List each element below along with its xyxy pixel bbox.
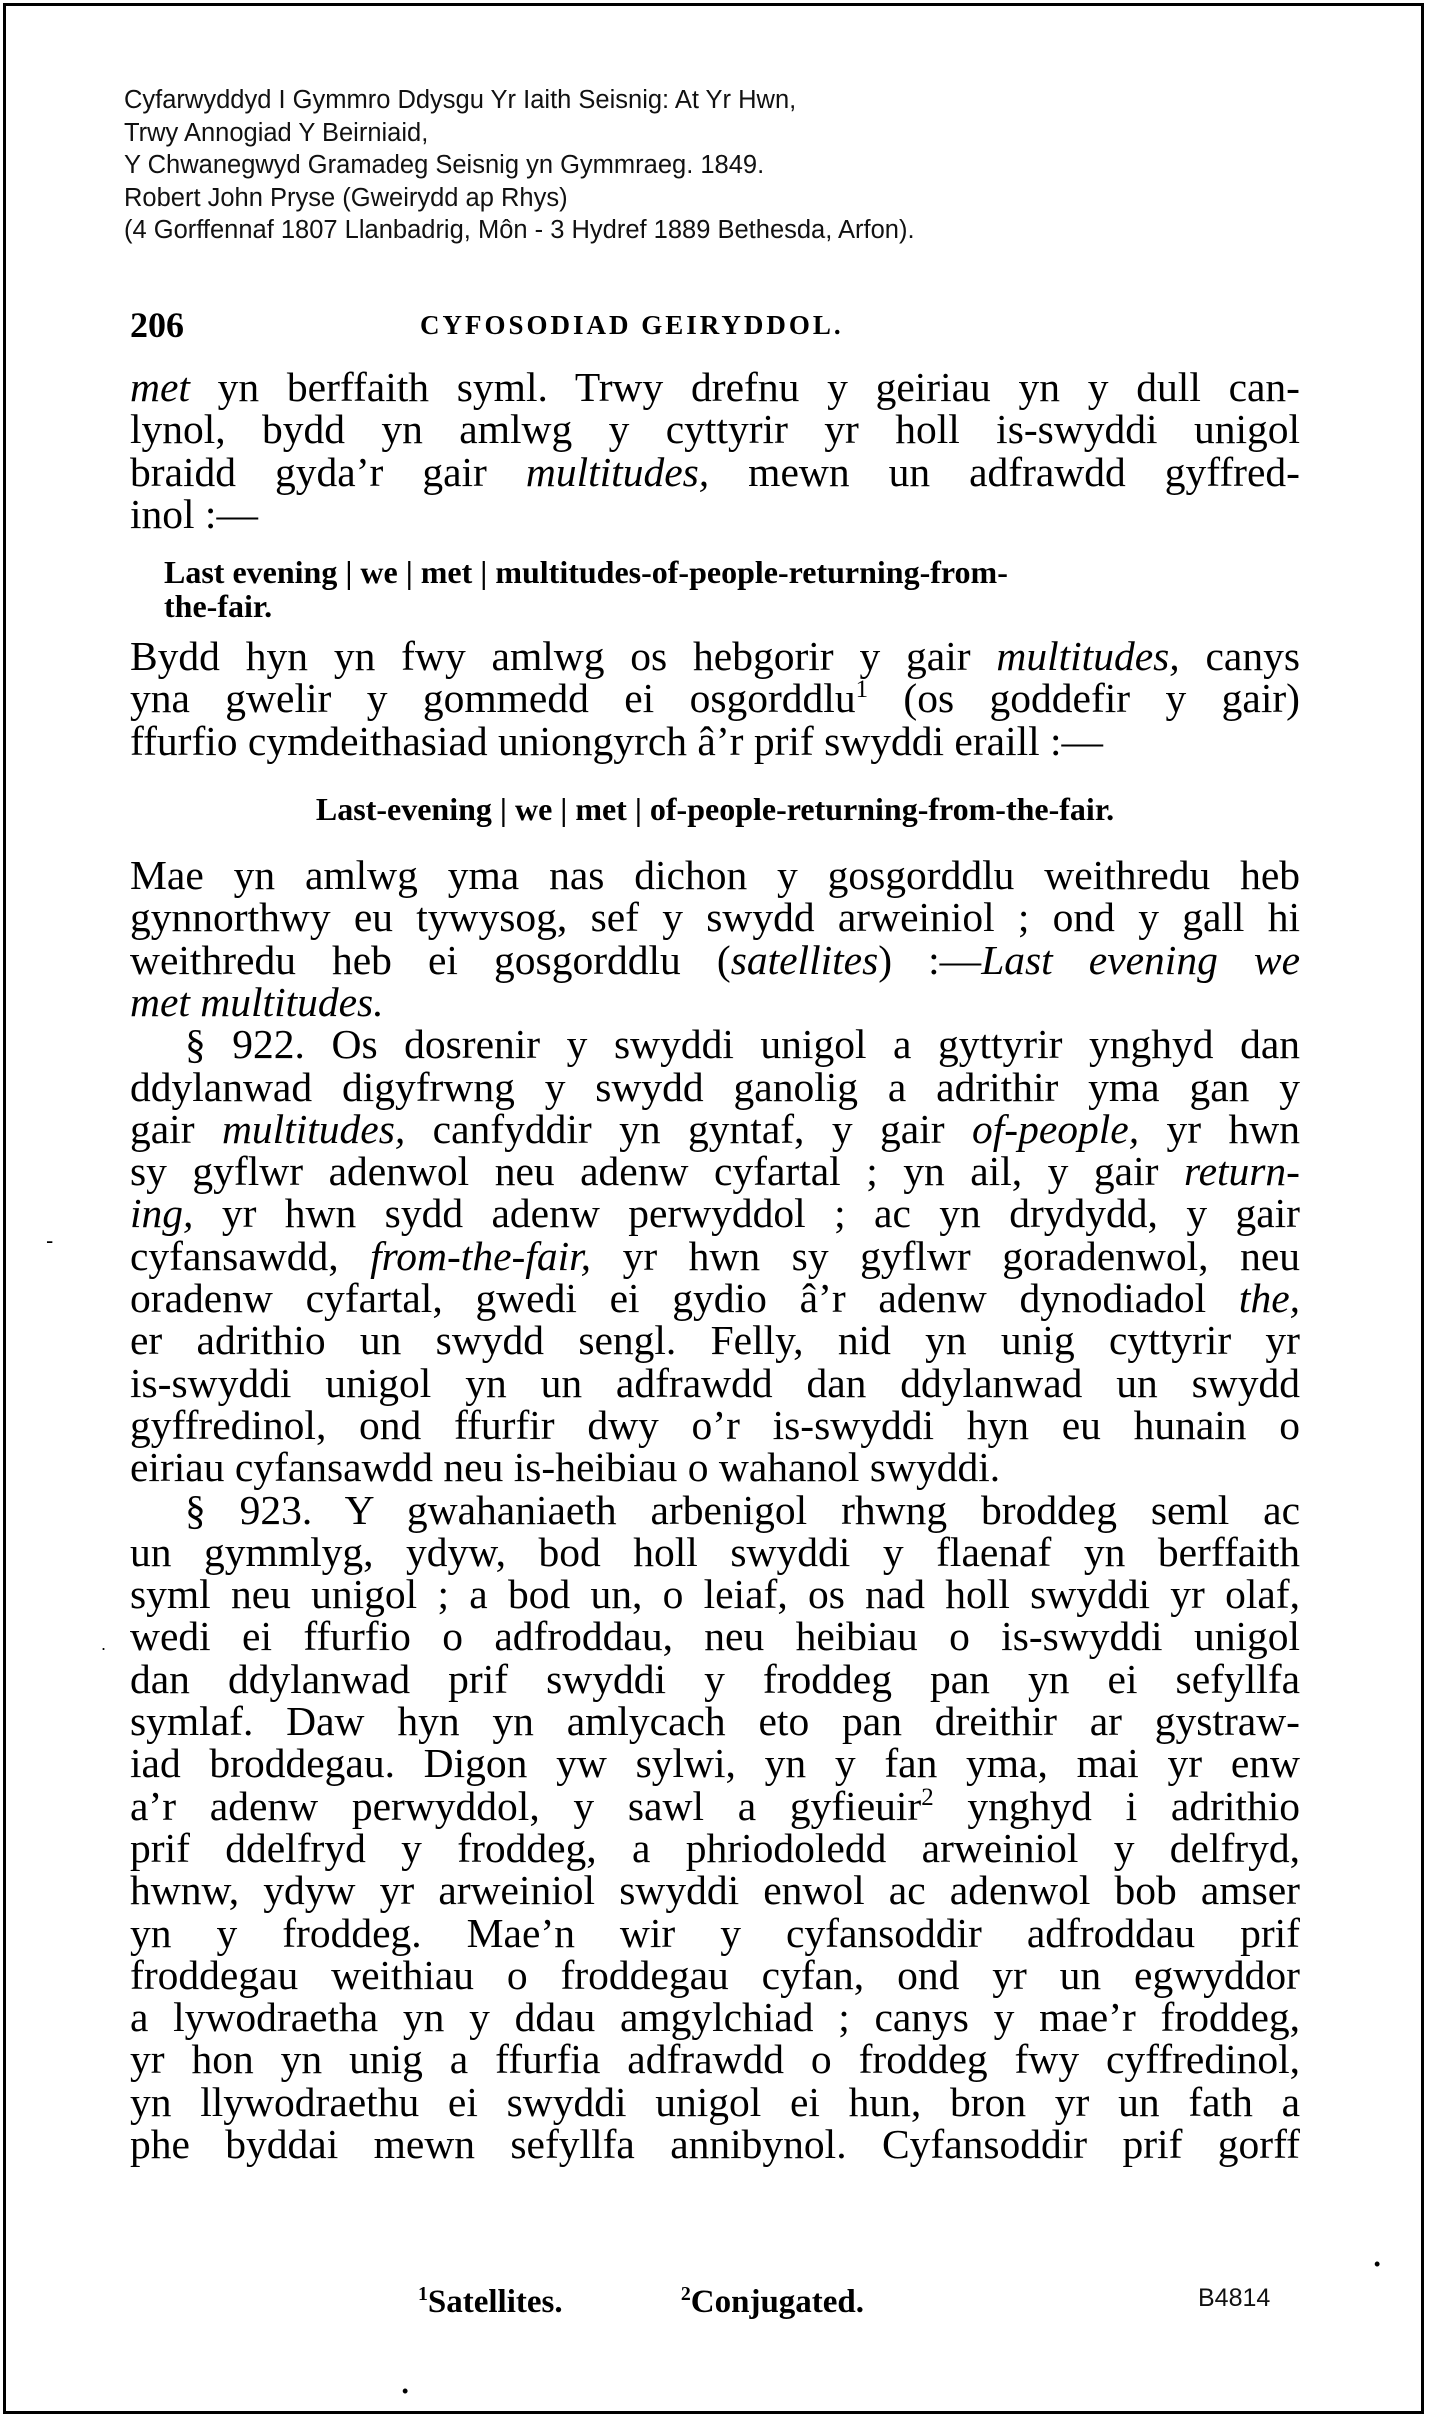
text-line: met multitudes. [130, 978, 384, 1025]
scan-speck-mark: • [1374, 2254, 1381, 2274]
paragraph-3 [130, 854, 1300, 1023]
text-line: gyffredinol, ond ffurfir dwy o’r is-swyddi hyn eu hunain o [130, 1401, 1300, 1448]
scan-speck-mark: . [101, 1634, 107, 1654]
text-line: ffurfio cymdeithasiad uniongyrch â’r prif swyddi eraill :— [130, 717, 1104, 764]
text-line: cyfansawdd, from-the-fair, yr hwn sy gyflwr goradenwol, neu [130, 1232, 1300, 1279]
text-line: Bydd hyn yn fwy amlwg os hebgorir y gair multitudes, canys [130, 633, 1300, 680]
text-line: dan ddylanwad prif swyddi y froddeg pan yn ei sefyllfa [130, 1655, 1300, 1702]
footnote-ref-2: 2 [921, 1783, 934, 1811]
header-line-1: Cyfarwyddyd I Gymmro Ddysgu Yr Iaith Seisnig: At Yr Hwn, [124, 86, 797, 114]
section-922 [130, 1021, 1300, 1491]
text-line: symlaf. Daw hyn yn amlycach eto pan dreithir ar gystraw- [130, 1698, 1300, 1745]
text-line: yn y froddeg. Mae’n wir y cyfansoddir adfroddau prif [130, 1909, 1300, 1956]
example-sentence-1 [164, 555, 1300, 623]
body-text [130, 366, 1300, 2165]
text-line: met yn berffaith syml. Trwy drefnu y geiriau yn y dull can- [130, 364, 1300, 410]
text-line: iad broddegau. Digon yw sylwi, yn y fan yma, mai yr enw [130, 1740, 1300, 1787]
example-sentence-2 [130, 792, 1300, 826]
text-line: yna gwelir y gommedd ei osgorddlu$^1$ (os goddefir y gair) [130, 675, 1300, 722]
footnotes [418, 2284, 864, 2321]
text-line: a lywodraetha yn y ddau amgylchiad ; canys y mae’r froddeg, [130, 1994, 1300, 2041]
scan-speck-mark: - [46, 1228, 54, 1253]
text-line: oradenw cyfartal, gwedi ei gydio â’r adenw dynodiadol the, [130, 1275, 1300, 1322]
header-line-3: Y Chwanegwyd Gramadeg Seisnig yn Gymmraeg. 1849. [124, 151, 765, 179]
footnote-2: $^2$Conjugated. [680, 2283, 865, 2320]
section-923 [130, 1486, 1300, 2167]
header-line-2: Trwy Annogiad Y Beirniaid, [124, 118, 429, 147]
text-line: a’r adenw perwyddol, y sawl a gyfieuir$^2$ ynghyd i adrithio [130, 1782, 1300, 1829]
text-line: wedi ei ffurfio o adfroddau, neu heibiau o is-swyddi unigol [130, 1613, 1300, 1660]
scan-speck-mark: • [402, 2381, 409, 2401]
text-line: phe byddai mewn sefyllfa annibynol. Cyfansoddir prif gorff [130, 2120, 1300, 2167]
running-head [130, 304, 1255, 354]
header-line-5: (4 Gorffennaf 1807 Llanbadrig, Môn - 3 Hydref 1889 Bethesda, Arfon). [124, 216, 915, 244]
text-line: § 923. Y gwahaniaeth arbenigol rhwng broddeg seml ac [185, 1486, 1300, 1533]
text-line: lynol, bydd yn amlwg y cyttyrir yr holl is-swyddi unigol [130, 406, 1300, 453]
document-page [3, 3, 1424, 2414]
catalog-code: B4814 [1198, 2284, 1271, 2312]
text-line: prif ddelfryd y froddeg, a phriodoledd arweiniol y delfryd, [130, 1824, 1300, 1871]
text-line: inol :— [130, 490, 258, 537]
text-line: is-swyddi unigol yn un adfrawdd dan ddylanwad un swydd [130, 1359, 1300, 1406]
text-line: braidd gyda’r gair multitudes, mewn un adfrawdd gyffred- [130, 448, 1300, 495]
header-line-4: Robert John Pryse (Gweirydd ap Rhys) [124, 183, 568, 212]
text-line: un gymmlyg, ydyw, bod holl swyddi y flaenaf yn berffaith [130, 1528, 1300, 1575]
text-line: syml neu unigol ; a bod un, o leiaf, os nad holl swyddi yr olaf, [130, 1571, 1300, 1618]
text-line: gynnorthwy eu tywysog, sef y swydd arweiniol ; ond y gall hi [130, 894, 1300, 941]
text-line: er adrithio un swydd sengl. Felly, nid yn unig cyttyrir yr [130, 1317, 1300, 1364]
text-line: weithredu heb ei gosgorddlu (satellites) :—Last evening we [130, 936, 1300, 983]
text-line: Mae yn amlwg yma nas dichon y gosgorddlu weithredu heb [130, 852, 1300, 899]
document-header [124, 84, 1274, 247]
text-line: gair multitudes, canfyddir yn gyntaf, y gair of-people, yr hwn [130, 1105, 1300, 1152]
text-line: yn llywodraethu ei swyddi unigol ei hun, bron yr un fath a [130, 2078, 1300, 2125]
example-line: Last evening | we | met | multitudes-of-people-returning-from- [164, 554, 1008, 591]
running-title: CYFOSODIAD GEIRYDDOL. [420, 310, 844, 340]
text-line: ddylanwad digyfrwng y swydd ganolig a adrithir yma gan y [130, 1063, 1300, 1110]
example-line: the-fair. [164, 588, 273, 625]
page-number: 206 [130, 305, 184, 345]
paragraph-1 [130, 366, 1300, 535]
example-line: Last-evening | we | met | of-people-returning-from-the-fair. [315, 791, 1115, 828]
text-line: sy gyflwr adenwol neu adenw cyfartal ; yn ail, y gair return- [130, 1148, 1300, 1195]
paragraph-2 [130, 635, 1300, 762]
text-line: eiriau cyfansawdd neu is-heibiau o wahanol swyddi. [130, 1444, 1001, 1491]
footnote-ref-1: 1 [855, 676, 869, 704]
text-line: hwnw, ydyw yr arweiniol swyddi enwol ac adenwol bob amser [130, 1867, 1300, 1914]
text-line: ing, yr hwn sydd adenw perwyddol ; ac yn drydydd, y gair [130, 1190, 1300, 1237]
text-line: § 922. Os dosrenir y swyddi unigol a gyttyrir ynghyd dan [185, 1021, 1300, 1068]
text-line: froddegau weithiau o froddegau cyfan, ond yr un egwyddor [130, 1951, 1300, 1998]
text-line: yr hon yn unig a ffurfia adfrawdd o froddeg fwy cyffredinol, [130, 2036, 1300, 2083]
footnote-1: $^1$Satellites. [418, 2283, 563, 2320]
